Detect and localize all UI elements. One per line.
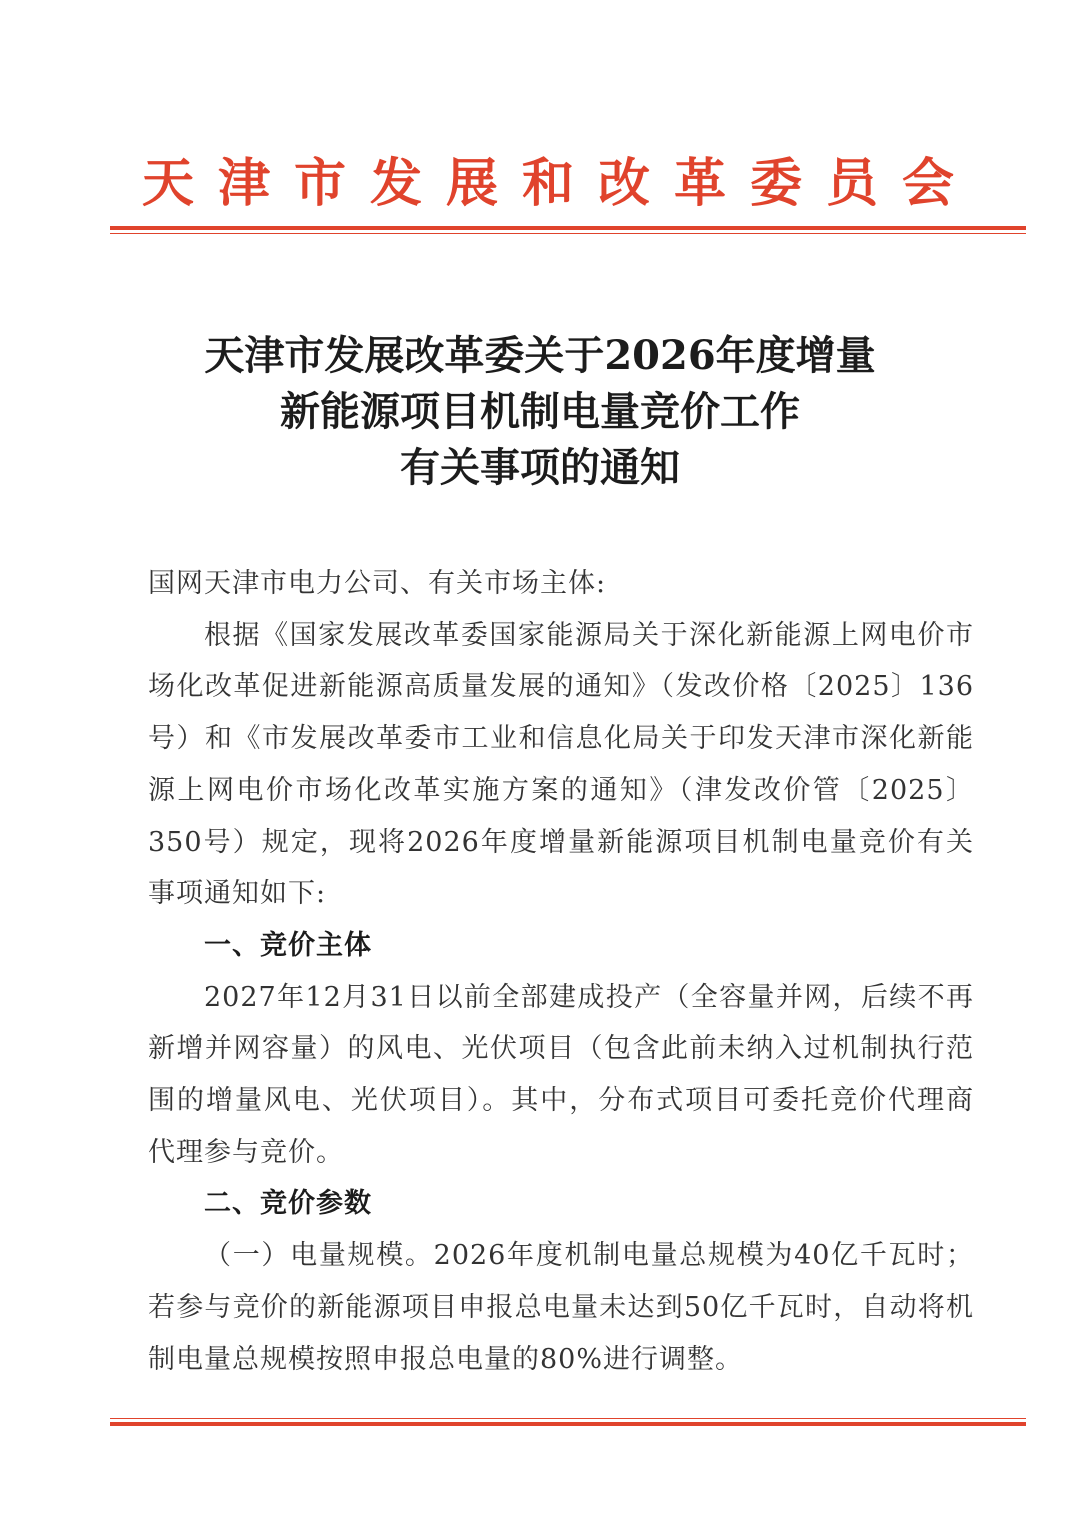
header-divider — [110, 226, 1026, 234]
masthead-title: 天津市发展和改革委员会 — [141, 153, 978, 214]
section-2-paragraph: （一）电量规模。2026年度机制电量总规模为40亿千瓦时；若参与竞价的新能源项目申报总电量未达到50亿千瓦时，自动将机制电量总规模按照申报总电量的80%进行调整。 — [148, 1240, 974, 1375]
title-line-2: 新能源项目机制电量竞价工作 — [280, 388, 800, 435]
section-1-paragraph: 2027年12月31日以前全部建成投产（全容量并网，后续不再新增并网容量）的风电、光伏项目（包含此前未纳入过机制执行范围的增量风电、光伏项目）。其中，分布式项目可委托竞价代理商代理参与竞价。 — [148, 981, 974, 1168]
footer-divider — [110, 1418, 1026, 1426]
section-2-heading: 二、竞价参数 — [204, 1188, 372, 1220]
title-line-3: 有关事项的通知 — [400, 444, 680, 491]
section-1-heading: 一、竞价主体 — [204, 929, 372, 961]
document-title — [90, 328, 990, 496]
intro-paragraph: 根据《国家发展改革委国家能源局关于深化新能源上网电价市场化改革促进新能源高质量发展的通知》（发改价格〔2025〕136号）和《市发展改革委市工业和信息化局关于印发天津市深化新能源上网电价市场化改革实施方案的通知》（津发改价管〔2025〕350号）规定，现将2026年度增量新能源项目机制电量竞价有关事项通知如下: — [148, 619, 974, 910]
title-line-1: 天津市发展改革委关于2026年度增量 — [204, 332, 876, 379]
salutation: 国网天津市电力公司、有关市场主体: — [148, 568, 607, 599]
document-body — [148, 558, 974, 1385]
